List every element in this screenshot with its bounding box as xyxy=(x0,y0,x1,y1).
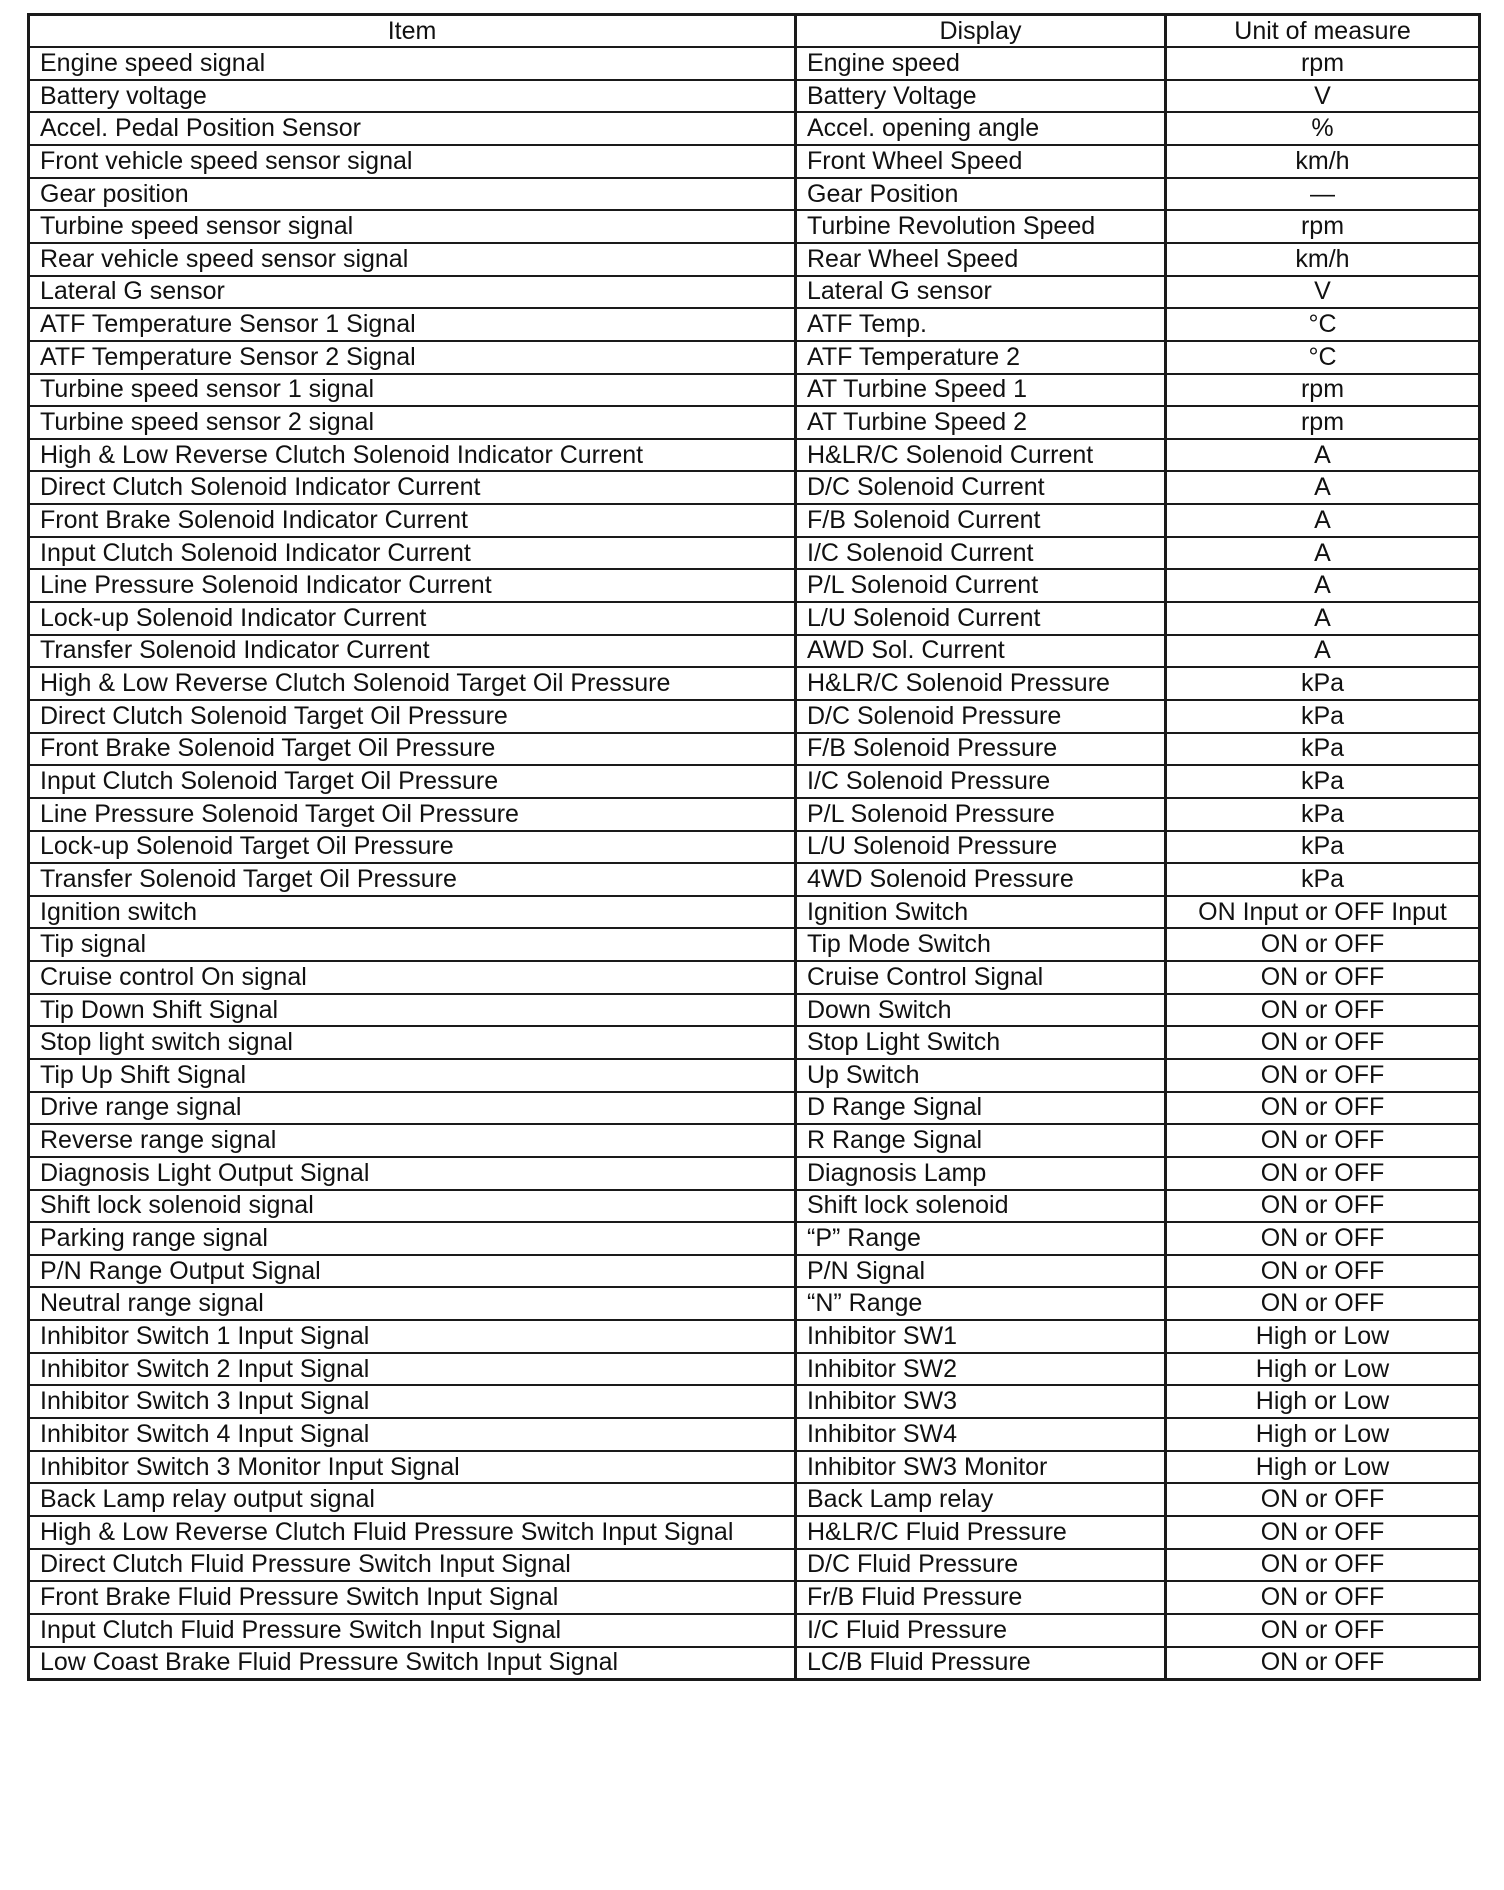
unit-cell: °C xyxy=(1166,308,1480,341)
unit-cell: V xyxy=(1166,276,1480,309)
table-row xyxy=(29,928,1480,961)
header-row xyxy=(29,15,1480,48)
unit-cell: A xyxy=(1166,635,1480,668)
table-row xyxy=(29,700,1480,733)
item-cell: Drive range signal xyxy=(29,1092,796,1125)
display-cell: Gear Position xyxy=(796,178,1166,211)
unit-cell: A xyxy=(1166,439,1480,472)
item-cell: Input Clutch Solenoid Target Oil Pressure xyxy=(29,765,796,798)
display-cell: L/U Solenoid Current xyxy=(796,602,1166,635)
display-cell: ATF Temperature 2 xyxy=(796,341,1166,374)
display-cell: Inhibitor SW2 xyxy=(796,1353,1166,1386)
item-cell: Turbine speed sensor 1 signal xyxy=(29,374,796,407)
item-cell: Diagnosis Light Output Signal xyxy=(29,1157,796,1190)
unit-cell: kPa xyxy=(1166,700,1480,733)
item-cell: High & Low Reverse Clutch Solenoid Target Oil Pressure xyxy=(29,667,796,700)
item-cell: Line Pressure Solenoid Indicator Current xyxy=(29,569,796,602)
display-cell: AWD Sol. Current xyxy=(796,635,1166,668)
item-cell: Lock-up Solenoid Indicator Current xyxy=(29,602,796,635)
table-row xyxy=(29,504,1480,537)
item-cell: Shift lock solenoid signal xyxy=(29,1190,796,1223)
item-cell: Transfer Solenoid Indicator Current xyxy=(29,635,796,668)
item-cell: Front Brake Solenoid Target Oil Pressure xyxy=(29,733,796,766)
unit-cell: ON or OFF xyxy=(1166,1026,1480,1059)
item-cell: ATF Temperature Sensor 1 Signal xyxy=(29,308,796,341)
item-cell: Input Clutch Fluid Pressure Switch Input Signal xyxy=(29,1614,796,1647)
display-cell: L/U Solenoid Pressure xyxy=(796,831,1166,864)
table-row xyxy=(29,831,1480,864)
item-cell: Stop light switch signal xyxy=(29,1026,796,1059)
table-row xyxy=(29,1385,1480,1418)
table-row xyxy=(29,1353,1480,1386)
unit-cell: A xyxy=(1166,504,1480,537)
item-cell: Rear vehicle speed sensor signal xyxy=(29,243,796,276)
display-cell: Inhibitor SW3 Monitor xyxy=(796,1451,1166,1484)
table-row xyxy=(29,47,1480,80)
display-cell: I/C Solenoid Pressure xyxy=(796,765,1166,798)
table-row xyxy=(29,1647,1480,1680)
unit-cell: kPa xyxy=(1166,798,1480,831)
table-row xyxy=(29,994,1480,1027)
unit-cell: High or Low xyxy=(1166,1385,1480,1418)
unit-cell: ON or OFF xyxy=(1166,1647,1480,1680)
display-cell: P/N Signal xyxy=(796,1255,1166,1288)
unit-cell: ON or OFF xyxy=(1166,994,1480,1027)
table-row xyxy=(29,1124,1480,1157)
display-cell: R Range Signal xyxy=(796,1124,1166,1157)
table-row xyxy=(29,1549,1480,1582)
item-cell: Transfer Solenoid Target Oil Pressure xyxy=(29,863,796,896)
item-cell: Lock-up Solenoid Target Oil Pressure xyxy=(29,831,796,864)
unit-cell: ON or OFF xyxy=(1166,1614,1480,1647)
item-cell: High & Low Reverse Clutch Solenoid Indicator Current xyxy=(29,439,796,472)
item-cell: Inhibitor Switch 4 Input Signal xyxy=(29,1418,796,1451)
item-cell: Turbine speed sensor signal xyxy=(29,210,796,243)
display-cell: D Range Signal xyxy=(796,1092,1166,1125)
display-cell: Battery Voltage xyxy=(796,80,1166,113)
item-cell: Front Brake Solenoid Indicator Current xyxy=(29,504,796,537)
table-row xyxy=(29,1190,1480,1223)
unit-cell: ON Input or OFF Input xyxy=(1166,896,1480,929)
unit-cell: rpm xyxy=(1166,374,1480,407)
display-cell: F/B Solenoid Current xyxy=(796,504,1166,537)
display-cell: “N” Range xyxy=(796,1287,1166,1320)
unit-cell: kPa xyxy=(1166,863,1480,896)
table-row xyxy=(29,1516,1480,1549)
table-row xyxy=(29,308,1480,341)
unit-cell: rpm xyxy=(1166,210,1480,243)
table-row xyxy=(29,537,1480,570)
unit-cell: kPa xyxy=(1166,765,1480,798)
item-cell: Ignition switch xyxy=(29,896,796,929)
table-row xyxy=(29,1451,1480,1484)
unit-cell: ON or OFF xyxy=(1166,1483,1480,1516)
display-cell: F/B Solenoid Pressure xyxy=(796,733,1166,766)
table-row xyxy=(29,1255,1480,1288)
item-cell: Line Pressure Solenoid Target Oil Pressure xyxy=(29,798,796,831)
data-monitor-table xyxy=(27,13,1481,1681)
unit-cell: A xyxy=(1166,537,1480,570)
item-cell: Neutral range signal xyxy=(29,1287,796,1320)
table-row xyxy=(29,733,1480,766)
display-cell: P/L Solenoid Current xyxy=(796,569,1166,602)
unit-cell: ON or OFF xyxy=(1166,1124,1480,1157)
item-cell: P/N Range Output Signal xyxy=(29,1255,796,1288)
display-cell: AT Turbine Speed 1 xyxy=(796,374,1166,407)
display-cell: Up Switch xyxy=(796,1059,1166,1092)
item-cell: Direct Clutch Solenoid Indicator Current xyxy=(29,471,796,504)
item-cell: Lateral G sensor xyxy=(29,276,796,309)
table-row xyxy=(29,569,1480,602)
unit-cell: High or Low xyxy=(1166,1451,1480,1484)
item-cell: Reverse range signal xyxy=(29,1124,796,1157)
unit-cell: — xyxy=(1166,178,1480,211)
display-cell: H&LR/C Fluid Pressure xyxy=(796,1516,1166,1549)
display-cell: Ignition Switch xyxy=(796,896,1166,929)
display-cell: Front Wheel Speed xyxy=(796,145,1166,178)
item-cell: Tip Up Shift Signal xyxy=(29,1059,796,1092)
table-row xyxy=(29,1418,1480,1451)
unit-cell: ON or OFF xyxy=(1166,961,1480,994)
unit-cell: °C xyxy=(1166,341,1480,374)
column-header-item: Item xyxy=(29,15,796,48)
unit-cell: rpm xyxy=(1166,47,1480,80)
display-cell: H&LR/C Solenoid Pressure xyxy=(796,667,1166,700)
display-cell: D/C Solenoid Pressure xyxy=(796,700,1166,733)
item-cell: Tip Down Shift Signal xyxy=(29,994,796,1027)
unit-cell: km/h xyxy=(1166,243,1480,276)
display-cell: Inhibitor SW3 xyxy=(796,1385,1166,1418)
display-cell: I/C Solenoid Current xyxy=(796,537,1166,570)
display-cell: Turbine Revolution Speed xyxy=(796,210,1166,243)
table-row xyxy=(29,1092,1480,1125)
display-cell: Inhibitor SW1 xyxy=(796,1320,1166,1353)
item-cell: Inhibitor Switch 2 Input Signal xyxy=(29,1353,796,1386)
item-cell: Cruise control On signal xyxy=(29,961,796,994)
display-cell: Back Lamp relay xyxy=(796,1483,1166,1516)
display-cell: Down Switch xyxy=(796,994,1166,1027)
table-row xyxy=(29,961,1480,994)
display-cell: “P” Range xyxy=(796,1222,1166,1255)
display-cell: Lateral G sensor xyxy=(796,276,1166,309)
unit-cell: kPa xyxy=(1166,733,1480,766)
table-row xyxy=(29,374,1480,407)
unit-cell: V xyxy=(1166,80,1480,113)
item-cell: Inhibitor Switch 3 Input Signal xyxy=(29,1385,796,1418)
unit-cell: km/h xyxy=(1166,145,1480,178)
display-cell: 4WD Solenoid Pressure xyxy=(796,863,1166,896)
table-row xyxy=(29,210,1480,243)
table-row xyxy=(29,1483,1480,1516)
table-row xyxy=(29,276,1480,309)
table-row xyxy=(29,439,1480,472)
unit-cell: ON or OFF xyxy=(1166,1190,1480,1223)
item-cell: Tip signal xyxy=(29,928,796,961)
unit-cell: ON or OFF xyxy=(1166,1092,1480,1125)
unit-cell: ON or OFF xyxy=(1166,1255,1480,1288)
unit-cell: High or Low xyxy=(1166,1320,1480,1353)
table-row xyxy=(29,1222,1480,1255)
unit-cell: ON or OFF xyxy=(1166,1581,1480,1614)
table-row xyxy=(29,863,1480,896)
display-cell: Tip Mode Switch xyxy=(796,928,1166,961)
display-cell: ATF Temp. xyxy=(796,308,1166,341)
display-cell: Shift lock solenoid xyxy=(796,1190,1166,1223)
item-cell: ATF Temperature Sensor 2 Signal xyxy=(29,341,796,374)
display-cell: Accel. opening angle xyxy=(796,112,1166,145)
display-cell: D/C Solenoid Current xyxy=(796,471,1166,504)
table-row xyxy=(29,406,1480,439)
item-cell: Direct Clutch Solenoid Target Oil Pressure xyxy=(29,700,796,733)
display-cell: LC/B Fluid Pressure xyxy=(796,1647,1166,1680)
display-cell: Diagnosis Lamp xyxy=(796,1157,1166,1190)
unit-cell: A xyxy=(1166,569,1480,602)
table-row xyxy=(29,1320,1480,1353)
item-cell: Input Clutch Solenoid Indicator Current xyxy=(29,537,796,570)
table-row xyxy=(29,1157,1480,1190)
display-cell: I/C Fluid Pressure xyxy=(796,1614,1166,1647)
item-cell: Front vehicle speed sensor signal xyxy=(29,145,796,178)
item-cell: Inhibitor Switch 3 Monitor Input Signal xyxy=(29,1451,796,1484)
table-row xyxy=(29,145,1480,178)
unit-cell: ON or OFF xyxy=(1166,1059,1480,1092)
display-cell: D/C Fluid Pressure xyxy=(796,1549,1166,1582)
display-cell: Inhibitor SW4 xyxy=(796,1418,1166,1451)
table-row xyxy=(29,471,1480,504)
table-row xyxy=(29,1287,1480,1320)
item-cell: Battery voltage xyxy=(29,80,796,113)
item-cell: Front Brake Fluid Pressure Switch Input Signal xyxy=(29,1581,796,1614)
unit-cell: High or Low xyxy=(1166,1353,1480,1386)
unit-cell: kPa xyxy=(1166,667,1480,700)
item-cell: Gear position xyxy=(29,178,796,211)
item-cell: Parking range signal xyxy=(29,1222,796,1255)
item-cell: Turbine speed sensor 2 signal xyxy=(29,406,796,439)
display-cell: AT Turbine Speed 2 xyxy=(796,406,1166,439)
table-row xyxy=(29,80,1480,113)
display-cell: Engine speed xyxy=(796,47,1166,80)
item-cell: Low Coast Brake Fluid Pressure Switch Input Signal xyxy=(29,1647,796,1680)
unit-cell: High or Low xyxy=(1166,1418,1480,1451)
display-cell: P/L Solenoid Pressure xyxy=(796,798,1166,831)
unit-cell: ON or OFF xyxy=(1166,928,1480,961)
unit-cell: A xyxy=(1166,471,1480,504)
column-header-unit: Unit of measure xyxy=(1166,15,1480,48)
unit-cell: ON or OFF xyxy=(1166,1222,1480,1255)
display-cell: Rear Wheel Speed xyxy=(796,243,1166,276)
table-row xyxy=(29,896,1480,929)
display-cell: Fr/B Fluid Pressure xyxy=(796,1581,1166,1614)
table-row xyxy=(29,112,1480,145)
item-cell: Engine speed signal xyxy=(29,47,796,80)
table-row xyxy=(29,798,1480,831)
item-cell: Back Lamp relay output signal xyxy=(29,1483,796,1516)
table-row xyxy=(29,243,1480,276)
unit-cell: ON or OFF xyxy=(1166,1157,1480,1190)
table-row xyxy=(29,602,1480,635)
column-header-display: Display xyxy=(796,15,1166,48)
display-cell: H&LR/C Solenoid Current xyxy=(796,439,1166,472)
table-row xyxy=(29,1059,1480,1092)
table-row xyxy=(29,178,1480,211)
item-cell: High & Low Reverse Clutch Fluid Pressure Switch Input Signal xyxy=(29,1516,796,1549)
unit-cell: % xyxy=(1166,112,1480,145)
table-row xyxy=(29,341,1480,374)
unit-cell: ON or OFF xyxy=(1166,1287,1480,1320)
table-row xyxy=(29,635,1480,668)
unit-cell: ON or OFF xyxy=(1166,1516,1480,1549)
item-cell: Accel. Pedal Position Sensor xyxy=(29,112,796,145)
unit-cell: kPa xyxy=(1166,831,1480,864)
table-row xyxy=(29,1614,1480,1647)
table-row xyxy=(29,667,1480,700)
item-cell: Inhibitor Switch 1 Input Signal xyxy=(29,1320,796,1353)
display-cell: Stop Light Switch xyxy=(796,1026,1166,1059)
table-row xyxy=(29,1581,1480,1614)
unit-cell: rpm xyxy=(1166,406,1480,439)
table-body xyxy=(29,47,1480,1679)
unit-cell: ON or OFF xyxy=(1166,1549,1480,1582)
table-row xyxy=(29,765,1480,798)
display-cell: Cruise Control Signal xyxy=(796,961,1166,994)
unit-cell: A xyxy=(1166,602,1480,635)
table-row xyxy=(29,1026,1480,1059)
item-cell: Direct Clutch Fluid Pressure Switch Input Signal xyxy=(29,1549,796,1582)
